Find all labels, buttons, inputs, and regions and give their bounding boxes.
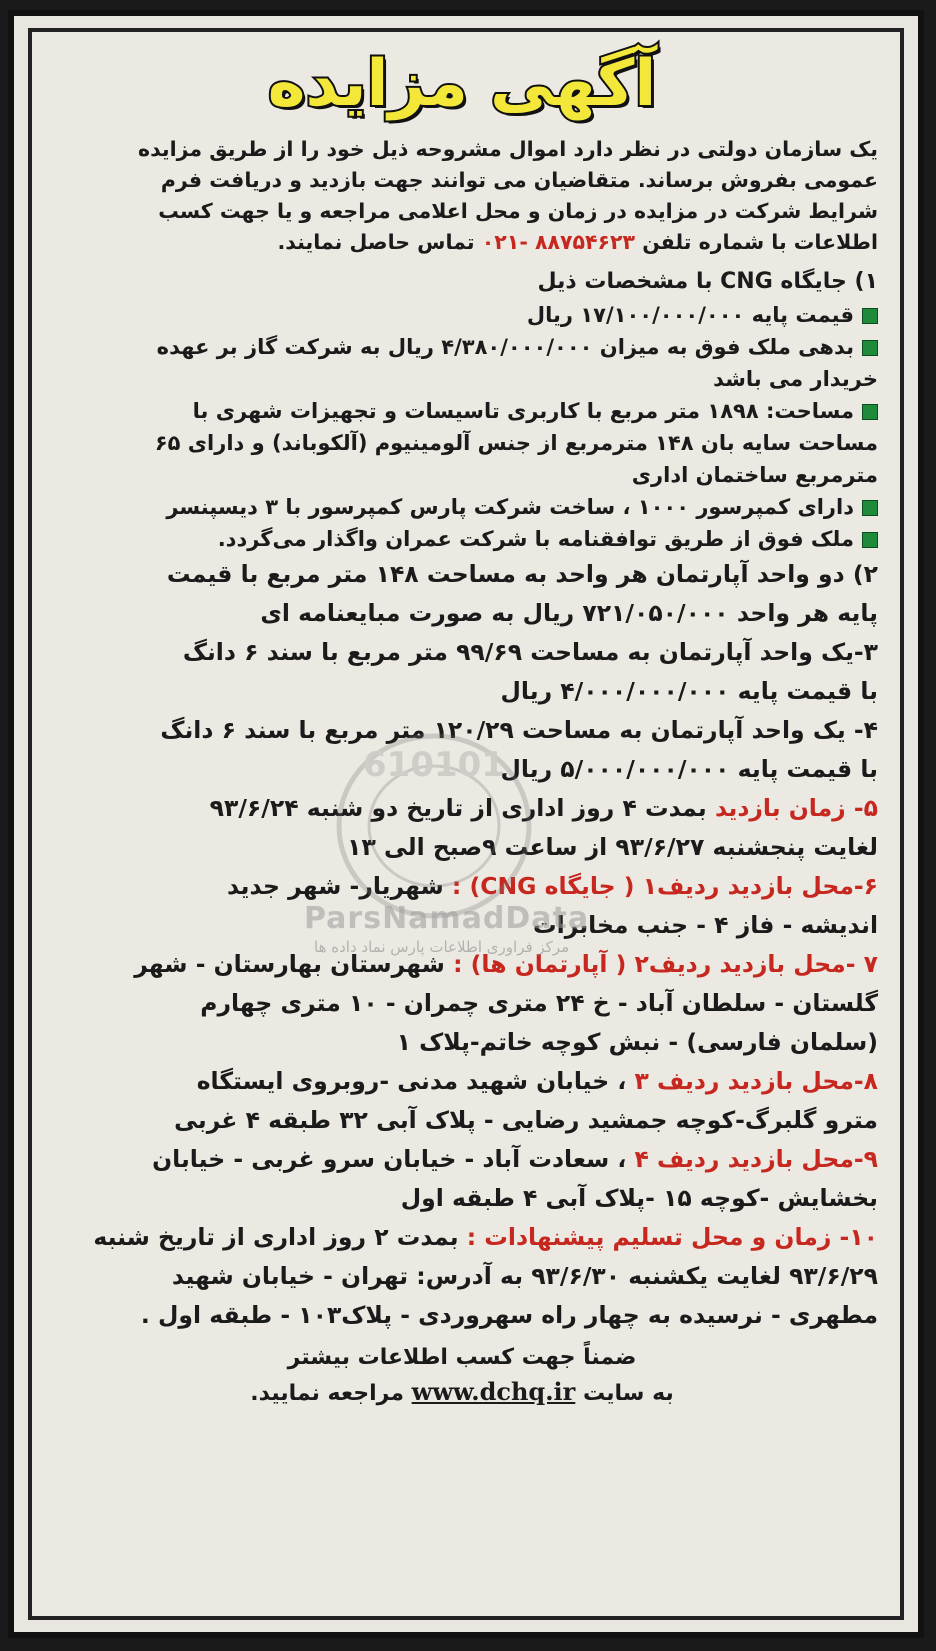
bullet-square-icon <box>862 308 878 324</box>
watermark-code: 610101 <box>363 745 505 785</box>
item7-line: گلستان - سلطان آباد - خ ۲۴ متری چمران - ۱۰ متری چهارم <box>200 989 878 1017</box>
ad-body <box>28 28 904 1620</box>
item1-transfer: ملک فوق از طریق توافقنامه با شرکت عمران واگذار می‌گردد. <box>217 527 854 551</box>
footer-text: مراجعه نمایید. <box>250 1381 404 1406</box>
item10-text: بمدت ۲ روز اداری از تاریخ شنبه <box>93 1223 459 1251</box>
intro-line: عمومی بفروش برساند. متقاضیان می توانند جهت بازدید و دریافت فرم <box>160 168 878 192</box>
item4-line: با قیمت پایه ۵/۰۰۰/۰۰۰/۰۰۰ ریال <box>500 755 878 783</box>
website-link[interactable]: www.dchq.ir <box>411 1377 576 1406</box>
item6-text: شهریار- شهر جدید <box>227 872 444 900</box>
list-item <box>46 523 878 555</box>
item8-line <box>46 1062 878 1101</box>
list-item <box>46 331 878 363</box>
list-item-cont: خریدار می باشد <box>713 367 878 391</box>
item10 <box>46 1218 878 1335</box>
item1-base-price: قیمت پایه ۱۷/۱۰۰/۰۰۰/۰۰۰ ریال <box>526 303 854 327</box>
item8 <box>46 1062 878 1140</box>
list-item-cont: مساحت سایه بان ۱۴۸ مترمربع از جنس آلومینیوم (آلکوباند) و دارای ۶۵ <box>154 431 878 455</box>
item5-line: لغایت پنجشنبه ۹۳/۶/۲۷ از ساعت ۹صبح الی ۱۳ <box>347 833 878 861</box>
item9-line: بخشایش -کوچه ۱۵ -پلاک آبی ۴ طبقه اول <box>400 1184 878 1212</box>
footer-line: ضمناً جهت کسب اطلاعات بیشتر <box>287 1345 637 1370</box>
title-area <box>46 42 878 130</box>
item10-label: ۱۰- زمان و محل تسلیم پیشنهادات : <box>466 1223 878 1251</box>
item2-line: پایه هر واحد ۷۲۱/۰۵۰/۰۰۰ ریال به صورت مبایعنامه ای <box>260 599 878 627</box>
list-item <box>46 395 878 427</box>
item5-line <box>46 789 878 828</box>
bullet-square-icon <box>862 500 878 516</box>
item2 <box>46 555 878 633</box>
item1-area: مساحت: ۱۸۹۸ متر مربع با کاربری تاسیسات و تجهیزات شهری با <box>192 399 854 423</box>
item5 <box>46 789 878 867</box>
item7-text: شهرستان بهارستان - شهر <box>134 950 445 978</box>
list-item <box>46 299 878 331</box>
item1-compressor: دارای کمپرسور ۱۰۰۰ ، ساخت شرکت پارس کمپرسور با ۳ دیسپنسر <box>166 495 854 519</box>
intro-paragraph <box>46 134 878 258</box>
item8-label: ۸-محل بازدید ردیف ۳ <box>634 1067 878 1095</box>
item9-label: ۹-محل بازدید ردیف ۴ <box>634 1145 878 1173</box>
bullet-square-icon <box>862 404 878 420</box>
item10-line: ۹۳/۶/۲۹ لغایت یکشنبه ۹۳/۶/۳۰ به آدرس: تهران - خیابان شهید <box>171 1262 878 1290</box>
item9-text: ، سعادت آباد - خیابان سرو غربی - خیابان <box>152 1145 627 1173</box>
item3-line: ۳-یک واحد آپارتمان به مساحت ۹۹/۶۹ متر مربع با سند ۶ دانگ <box>182 638 878 666</box>
intro-line <box>46 227 878 258</box>
item4 <box>46 711 878 789</box>
item3-line: با قیمت پایه ۴/۰۰۰/۰۰۰/۰۰۰ ریال <box>500 677 878 705</box>
intro-text: تماس حاصل نمایند. <box>277 230 475 254</box>
item2-line: ۲) دو واحد آپارتمان هر واحد به مساحت ۱۴۸ متر مربع با قیمت <box>166 560 878 588</box>
item10-line <box>46 1218 878 1257</box>
item10-line: مطهری - نرسیده به چهار راه سهروردی - پلاک۱۰۳ - طبقه اول . <box>140 1301 878 1329</box>
intro-line: یک سازمان دولتی در نظر دارد اموال مشروحه ذیل خود را از طریق مزایده <box>137 137 878 161</box>
item4-line: ۴- یک واحد آپارتمان به مساحت ۱۲۰/۲۹ متر مربع با سند ۶ دانگ <box>160 716 878 744</box>
item1-heading <box>46 264 878 299</box>
item9 <box>46 1140 878 1218</box>
phone-number: ۸۸۷۵۴۶۲۳ -۰۲۱ <box>481 230 636 254</box>
item8-line: مترو گلبرگ-کوچه جمشید رضایی - پلاک آبی ۳۲ طبقه ۴ غربی <box>174 1106 878 1134</box>
item7 <box>46 945 878 1062</box>
intro-text: اطلاعات با شماره تلفن <box>642 230 878 254</box>
item5-label: ۵- زمان بازدید <box>714 794 878 822</box>
bullet-square-icon <box>862 532 878 548</box>
item7-label: ۷ -محل بازدید ردیف۲ ( آپارتمان ها) : <box>453 950 878 978</box>
item7-line: (سلمان فارسی) - نبش کوچه خاتم-پلاک ۱ <box>396 1028 878 1056</box>
bullet-square-icon <box>862 340 878 356</box>
ad-title: آگهی مزایده <box>267 47 657 121</box>
ad-frame <box>8 10 924 1638</box>
item1-debt: بدهی ملک فوق به میزان ۴/۳۸۰/۰۰۰/۰۰۰ ریال به شرکت گاز بر عهده <box>156 335 854 359</box>
footer-line <box>46 1375 878 1411</box>
item1-heading-text: ۱) جایگاه CNG با مشخصات ذیل <box>537 269 878 294</box>
intro-line: شرایط شرکت در مزایده در زمان و محل اعلامی مراجعه و یا جهت کسب <box>158 199 878 223</box>
item8-text: ، خیابان شهید مدنی -روبروی ایستگاه <box>196 1067 627 1095</box>
item3 <box>46 633 878 711</box>
item6-line: اندیشه - فاز ۴ - جنب مخابرات <box>533 911 878 939</box>
item6-label: ۶-محل بازدید ردیف۱ ( جایگاه CNG) : <box>451 872 878 900</box>
watermark-brand: ParsNamadData <box>304 901 590 936</box>
list-item <box>46 491 878 523</box>
footer <box>46 1341 878 1411</box>
item5-text: بمدت ۴ روز اداری از تاریخ دو شنبه ۹۳/۶/۲۴ <box>209 794 707 822</box>
list-item-cont: مترمربع ساختمان اداری <box>631 463 878 487</box>
watermark-sub: مرکز فراوری اطلاعات پارس نماد داده ها <box>314 938 570 956</box>
footer-text: به سایت <box>583 1381 674 1406</box>
item9-line <box>46 1140 878 1179</box>
